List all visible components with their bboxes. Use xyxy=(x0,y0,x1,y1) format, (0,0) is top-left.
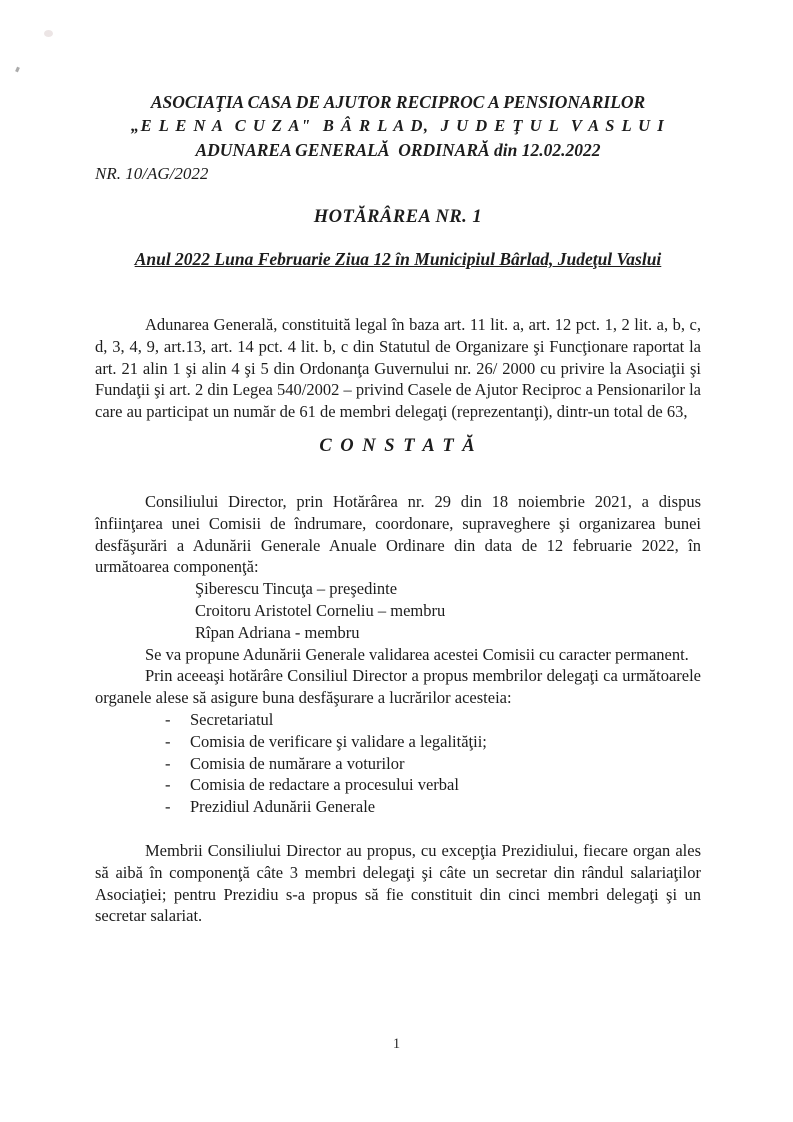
scan-artifact-tick xyxy=(15,67,20,73)
document-subtitle: Anul 2022 Luna Februarie Ziua 12 în Municipiul Bârlad, Judeţul Vaslui xyxy=(134,249,662,269)
list-item-label: Comisia de verificare şi validare a legalităţii; xyxy=(190,731,487,751)
committee-member: Şiberescu Tincuţa – preşedinte xyxy=(195,579,398,599)
elected-bodies-list xyxy=(95,709,701,818)
list-item xyxy=(165,753,701,775)
dash-marker: - xyxy=(165,797,171,817)
committee-member: Croitoru Aristotel Corneliu – membru xyxy=(195,600,446,620)
list-item-label: Comisia de redactare a procesului verbal xyxy=(190,775,459,795)
dash-marker: - xyxy=(165,775,171,795)
list-item xyxy=(165,774,701,796)
list-item xyxy=(165,796,701,818)
constata-heading: C O N S T A T Ă xyxy=(319,435,477,456)
list-item-label: Prezidiul Adunării Generale xyxy=(190,797,376,817)
paragraph-validation: Se va propune Adunării Generale validarea acestei Comisii cu caracter permanent. xyxy=(145,644,689,664)
dash-marker: - xyxy=(165,731,171,751)
list-item-label: Secretariatul xyxy=(190,709,274,729)
list-item xyxy=(165,709,701,731)
paragraph-commission: Consiliului Director, prin Hotărârea nr. 29 din 18 noiembrie 2021, a dispus înfiinţarea unei Comisii de îndrumare, coordonare, supraveghere şi organizarea bunei desfăşurări a Adunării Generale Anuale Ordinare din data de 12 februarie 2022, în următoarea componenţă: xyxy=(95,491,701,577)
list-item xyxy=(165,731,701,753)
scan-artifact-smudge xyxy=(44,30,53,37)
document-title: HOTĂRÂREA NR. 1 xyxy=(313,207,483,227)
org-name-line: ASOCIAŢIA CASA DE AJUTOR RECIPROC A PENSIONARILOR xyxy=(150,92,646,112)
assembly-line: ADUNAREA GENERALĂ ORDINARĂ din 12.02.2022 xyxy=(195,140,601,160)
dash-marker: - xyxy=(165,709,171,729)
paragraph-legal-basis: Adunarea Generală, constituită legal în baza art. 11 lit. a, art. 12 pct. 1, 2 lit. a, b, c, d, 3, 4, 9, art.13, art. 14 pct. 4 lit. b, c din Statutul de Organizare şi Funcţionare raportat la art. 21 alin 1 şi alin 4 şi 5 din Ordonanţa Guvernului nr. 26/ 2000 cu privire la Asociaţii şi Fundaţii şi art. 2 din Legea 540/2002 – privind Casele de Ajutor Reciproc a Pensionarilor la care au participat un număr de 61 de membri delegaţi (reprezentanţi), dintr-un total de 63, xyxy=(95,315,701,422)
org-subname-line: „E L E N A C U Z A" B Â R L A D, J U D E Ţ U L V A S L U I xyxy=(130,116,666,135)
paragraph-composition: Membrii Consiliului Director au propus, cu excepţia Prezidiului, fiecare organ ales să aibă în componenţă câte 3 membri delegaţi şi câte un secretar din rândul salariaţilor Asociaţiei; pentru Prezidiu s-a propus să fie constituit din cinci membri delegaţi şi un secretar salariat. xyxy=(95,840,701,926)
page-number: 1 xyxy=(392,1036,401,1052)
committee-list xyxy=(95,578,701,643)
paragraph-proposal: Prin aceeaşi hotărâre Consiliul Director a propus membrilor delegaţi ca următoarele organele alese să asigure buna desfăşurare a lucrărilor acesteia: xyxy=(95,666,701,708)
doc-number: NR. 10/AG/2022 xyxy=(95,164,209,183)
document-content xyxy=(95,90,701,927)
dash-marker: - xyxy=(165,753,171,773)
committee-member: Rîpan Adriana - membru xyxy=(195,622,360,642)
list-item-label: Comisia de numărare a voturilor xyxy=(190,753,405,773)
